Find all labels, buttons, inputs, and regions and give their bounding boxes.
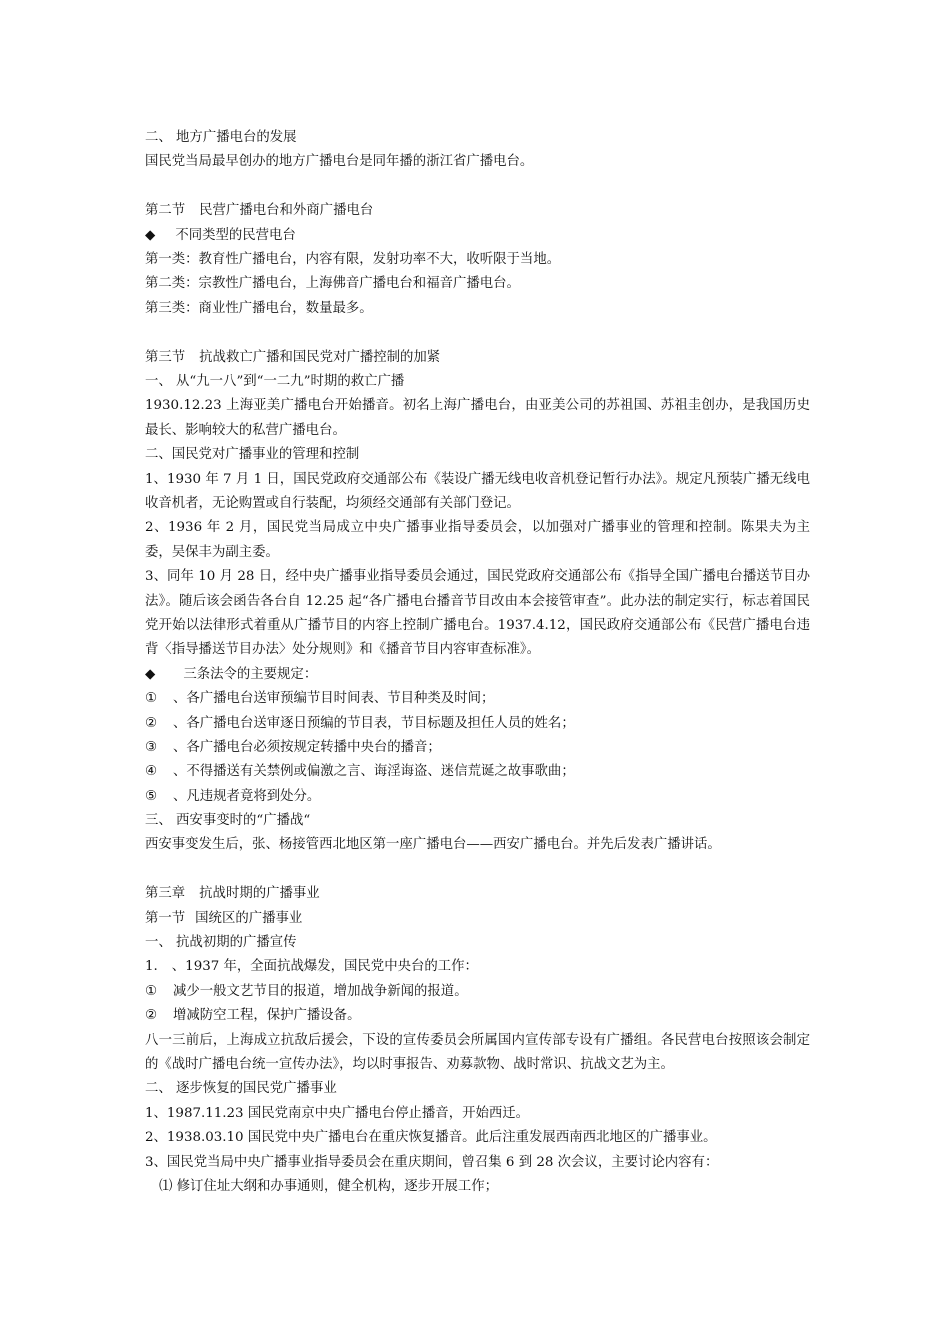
chapter-title — [145, 882, 810, 906]
paragraph: 2、1938.03.10 国民党中央广播电台在重庆恢复播音。此后注重发展西南西北地区的广播事业。 — [145, 1130, 717, 1146]
bullet-line — [145, 663, 810, 687]
rule-item — [145, 712, 810, 736]
section-heading: 三、 西安事变时的“广播战“ — [145, 813, 311, 829]
rule-item — [145, 736, 810, 760]
rule-number: ⑤ — [145, 788, 158, 804]
diamond-bullet-icon: ◆ — [145, 227, 156, 243]
rule-text: 增减防空工程，保护广播设备。 — [173, 1008, 361, 1024]
numbered-item — [145, 955, 810, 979]
section-name: 抗战救亡广播和国民党对广播控制的加紧 — [199, 349, 441, 365]
diamond-bullet-icon: ◆ — [145, 666, 156, 682]
item-number: 1. — [145, 959, 158, 975]
section-heading: 一、 抗战初期的广播宣传 — [145, 935, 297, 951]
rule-number: ① — [145, 983, 158, 999]
rule-text: 、各广播电台送审预编节目时间表、节目种类及时间； — [173, 691, 495, 707]
paragraph: 1930.12.23 上海亚美广播电台开始播音。初名上海广播电台，由亚美公司的苏祖国、苏祖圭创办，是我国历史最长、影响较大的私营广播电台。 — [145, 398, 810, 438]
rule-item — [145, 760, 810, 784]
bullet-text: 不同类型的民营电台 — [175, 227, 296, 243]
section-heading: 二、国民党对广播事业的管理和控制 — [145, 447, 360, 463]
item-text: 、1937 年，全面抗战爆发，国民党中央台的工作： — [171, 959, 478, 975]
rule-number: ④ — [145, 764, 158, 780]
section-name: 国统区的广播事业 — [195, 910, 303, 926]
paragraph: 1、1987.11.23 国民党南京中央广播电台停止播音，开始西迁。 — [145, 1105, 530, 1121]
section-name: 民营广播电台和外商广播电台 — [199, 203, 374, 219]
section-title — [145, 199, 810, 223]
section-title — [145, 346, 810, 370]
section-title — [145, 907, 810, 931]
section-heading: 一、 从“九一八”到“一二九”时期的救亡广播 — [145, 373, 405, 389]
section-heading: 二、 逐步恢复的国民党广播事业 — [145, 1081, 337, 1097]
rule-number: ② — [145, 715, 158, 731]
rule-text: 、凡违规者竟将到处分。 — [173, 788, 321, 804]
blank-line — [145, 175, 810, 199]
sub-item: ⑴ 修订住址大纲和办事通则，健全机构，逐步开展工作； — [159, 1178, 499, 1194]
rule-text: 、各广播电台送审逐日预编的节目表，节目标题及担任人员的姓名； — [173, 715, 575, 731]
paragraph: 3、国民党当局中央广播事业指导委员会在重庆期间，曾召集 6 到 28 次会议，主要讨论内容有： — [145, 1154, 719, 1170]
paragraph: 3、同年 10 月 28 日，经中央广播事业指导委员会通过，国民党政府交通部公布《指导全国广播电台播送节目办法》。随后该会函告各台自 12.25 起“各广播电台播音节目改由本会接管审查”。此办法的制定实行，标志着国民党开始以法律形式着重从广播节目的内容上控制广播电台。1937.4.12，国民政府交通部公布《民营广播电台违背〈指导播送节目办法〉处分规则》和《播音节目内容审查标准》。 — [145, 569, 810, 658]
bullet-text: 三条法令的主要规定： — [183, 666, 318, 682]
paragraph: 八一三前后，上海成立抗敌后援会，下设的宣传委员会所属国内宣传部专设有广播组。各民营电台按照该会制定的《战时广播电台统一宣传办法》，均以时事报告、劝募款物、战时常识、抗战文艺为主。 — [145, 1032, 810, 1073]
section-number: 第二节 — [145, 203, 186, 219]
paragraph: 第二类：宗教性广播电台，上海佛音广播电台和福音广播电台。 — [145, 276, 520, 292]
paragraph: 国民党当局最早创办的地方广播电台是同年播的浙江省广播电台。 — [145, 154, 534, 170]
bullet-line — [145, 224, 810, 248]
paragraph: 2、1936 年 2 月，国民党当局成立中央广播事业指导委员会，以加强对广播事业的管理和控制。陈果夫为主委，吴保丰为副主委。 — [145, 520, 810, 560]
rule-item — [145, 1004, 810, 1028]
rule-item — [145, 785, 810, 809]
document-page — [145, 126, 810, 1199]
section-heading: 二、 地方广播电台的发展 — [145, 130, 297, 145]
section-number: 第一节 — [145, 910, 186, 926]
paragraph: 西安事变发生后，张、杨接管西北地区第一座广播电台——西安广播电台。并先后发表广播讲话。 — [145, 837, 721, 853]
chapter-name: 抗战时期的广播事业 — [199, 886, 320, 902]
rule-item — [145, 687, 810, 711]
rule-number: ① — [145, 691, 158, 707]
rule-number: ③ — [145, 739, 158, 755]
paragraph: 第一类：教育性广播电台，内容有限，发射功率不大，收听限于当地。 — [145, 251, 561, 267]
blank-line — [145, 321, 810, 345]
blank-line — [145, 858, 810, 882]
paragraph: 1、1930 年 7 月 1 日，国民党政府交通部公布《装设广播无线电收音机登记暂行办法》。规定凡预装广播无线电收音机者，无论购置或自行装配，均须经交通部有关部门登记。 — [145, 471, 810, 511]
rule-text: 减少一般文艺节目的报道，增加战争新闻的报道。 — [173, 983, 468, 999]
rule-number: ② — [145, 1008, 158, 1024]
rule-item — [145, 980, 810, 1004]
rule-text: 、各广播电台必须按规定转播中央台的播音； — [173, 739, 441, 755]
section-number: 第三节 — [145, 349, 186, 365]
chapter-number: 第三章 — [145, 886, 186, 902]
rule-text: 、不得播送有关禁例或偏激之言、诲淫诲盗、迷信荒诞之故事歌曲； — [173, 764, 575, 780]
paragraph: 第三类：商业性广播电台，数量最多。 — [145, 300, 373, 316]
